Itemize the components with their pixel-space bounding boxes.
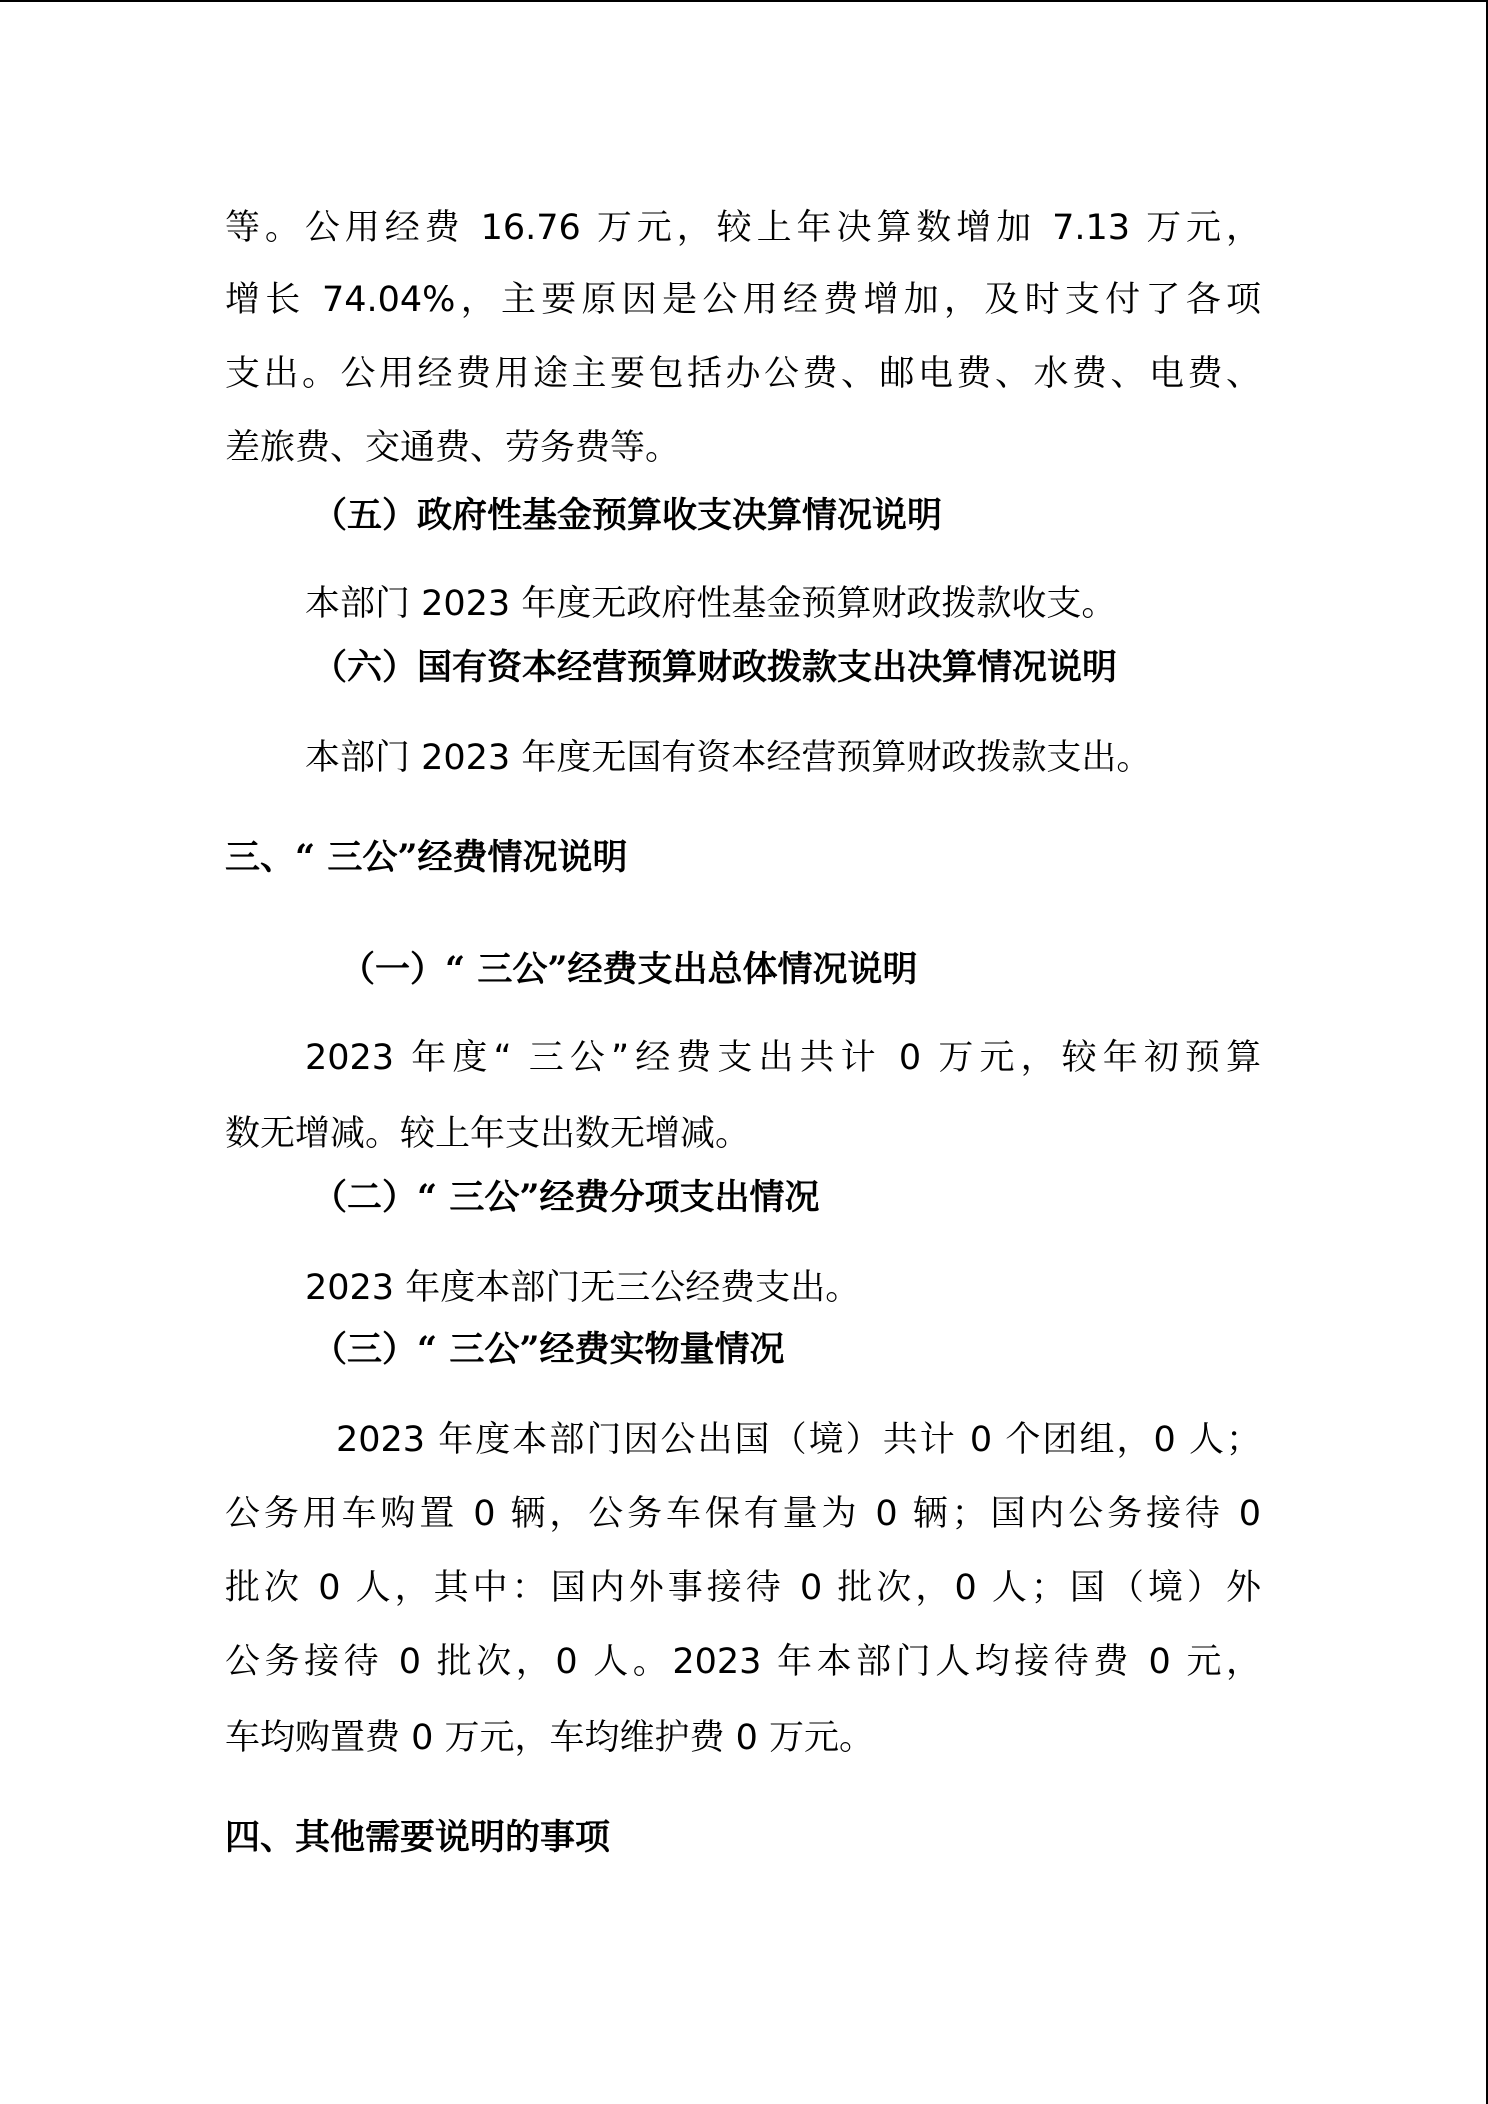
paragraph-line: 公务用车购置 0 辆，公务车保有量为 0 辆；国内公务接待 0 [225, 1494, 1261, 1534]
chapter-heading-4: 四、其他需要说明的事项 [225, 1817, 611, 1858]
section-heading-3-3: （三）“ 三公”经费实物量情况 [312, 1329, 785, 1370]
chapter-heading-3: 三、“ 三公”经费情况说明 [225, 837, 628, 878]
paragraph-line: 等。公用经费 16.76 万元，较上年决算数增加 7.13 万元， [225, 208, 1261, 248]
paragraph-line: 车均购置费 0 万元，车均维护费 0 万元。 [225, 1718, 875, 1758]
paragraph-line: 2023 年度本部门因公出国（境）共计 0 个团组，0 人； [336, 1420, 1261, 1460]
paragraph-line: 本部门 2023 年度无政府性基金预算财政拨款收支。 [305, 584, 1117, 624]
paragraph-line: 2023 年度本部门无三公经费支出。 [305, 1268, 861, 1308]
page-top-border [0, 0, 1488, 2]
paragraph-line: 差旅费、交通费、劳务费等。 [225, 428, 681, 468]
paragraph-line: 支出。公用经费用途主要包括办公费、邮电费、水费、电费、 [225, 354, 1261, 394]
paragraph-line: 增长 74.04%，主要原因是公用经费增加，及时支付了各项 [225, 280, 1261, 320]
section-heading-6: （六）国有资本经营预算财政拨款支出决算情况说明 [312, 647, 1118, 688]
paragraph-line: 2023 年度“ 三公”经费支出共计 0 万元，较年初预算 [305, 1038, 1261, 1078]
paragraph-line: 数无增减。较上年支出数无增减。 [225, 1114, 751, 1154]
paragraph-line: 公务接待 0 批次，0 人。2023 年本部门人均接待费 0 元， [225, 1642, 1261, 1682]
section-heading-3-2: （二）“ 三公”经费分项支出情况 [312, 1177, 820, 1218]
paragraph-line: 批次 0 人，其中：国内外事接待 0 批次，0 人；国（境）外 [225, 1568, 1261, 1608]
section-heading-3-1: （一）“ 三公”经费支出总体情况说明 [340, 949, 918, 990]
paragraph-line: 本部门 2023 年度无国有资本经营预算财政拨款支出。 [305, 738, 1152, 778]
section-heading-5: （五）政府性基金预算收支决算情况说明 [312, 495, 943, 536]
